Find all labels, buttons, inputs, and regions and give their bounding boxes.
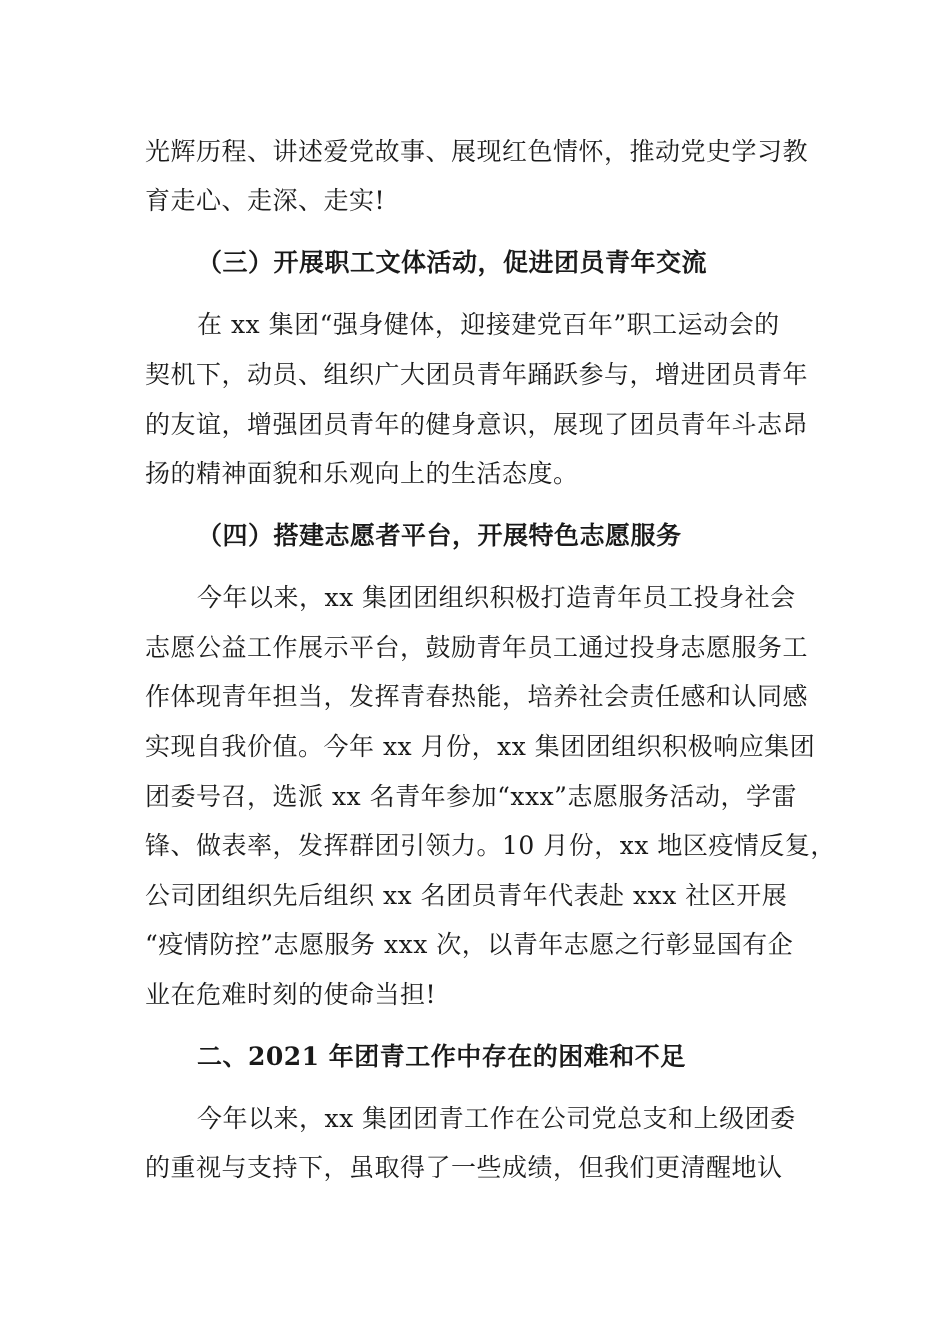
section-heading: （四）搭建志愿者平台，开展特色志愿服务 (197, 521, 682, 550)
paragraph-line: 扬的精神面貌和乐观向上的生活态度。 (145, 459, 579, 488)
paragraph-line: 契机下，动员、组织广大团员青年踊跃参与，增进团员青年 (145, 360, 809, 389)
paragraph-line: 今年以来，xx 集团团组织积极打造青年员工投身社会 (197, 583, 796, 612)
section-heading: 二、2021 年团青工作中存在的困难和不足 (197, 1042, 686, 1071)
paragraph-line: 光辉历程、讲述爱党故事、展现红色情怀，推动党史学习教 (145, 137, 809, 166)
paragraph-line: 实现自我价值。今年 xx 月份，xx 集团团组织积极响应集团 (145, 732, 816, 761)
paragraph-line: 育走心、走深、走实! (145, 186, 386, 215)
paragraph-line: 在 xx 集团“强身健体，迎接建党百年”职工运动会的 (197, 310, 780, 339)
paragraph-line: 团委号召，选派 xx 名青年参加“xxx”志愿服务活动，学雷 (145, 782, 797, 811)
paragraph-line: 的重视与支持下，虽取得了一些成绩，但我们更清醒地认 (145, 1153, 783, 1182)
section-heading: （三）开展职工文体活动，促进团员青年交流 (197, 248, 708, 277)
paragraph-line: 今年以来，xx 集团团青工作在公司党总支和上级团委 (197, 1104, 796, 1133)
paragraph-line: 的友谊，增强团员青年的健身意识，展现了团员青年斗志昂 (145, 410, 809, 439)
paragraph-line: 业在危难时刻的使命当担! (145, 980, 437, 1009)
paragraph-line: 锋、做表率，发挥群团引领力。10 月份，xx 地区疫情反复， (145, 831, 836, 860)
paragraph-line: 作体现青年担当，发挥青春热能，培养社会责任感和认同感 (145, 682, 809, 711)
paragraph-line: 志愿公益工作展示平台，鼓励青年员工通过投身志愿服务工 (145, 633, 809, 662)
paragraph-line: 公司团组织先后组织 xx 名团员青年代表赴 xxx 社区开展 (145, 881, 788, 910)
paragraph-line: “疫情防控”志愿服务 xxx 次，以青年志愿之行彰显国有企 (145, 930, 794, 959)
